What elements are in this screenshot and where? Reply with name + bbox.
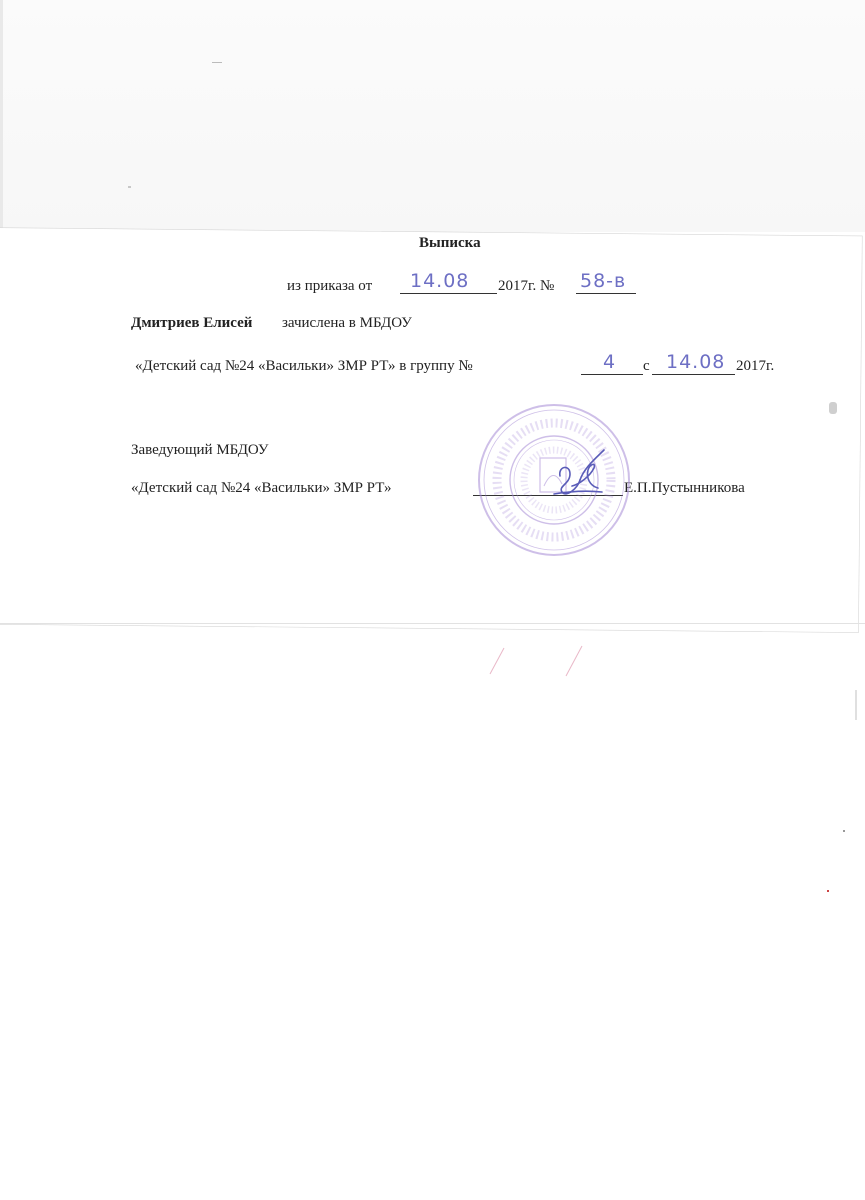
scan-speck bbox=[829, 402, 837, 414]
signature-mark bbox=[550, 446, 612, 502]
head-org: «Детский сад №24 «Васильки» ЗМР РТ» bbox=[131, 480, 392, 496]
student-name: Дмитриев Елисей bbox=[131, 315, 253, 331]
group-number-underline bbox=[581, 374, 643, 375]
group-number-handwritten: 4 bbox=[603, 351, 617, 373]
sheet-edge bbox=[0, 623, 865, 624]
order-date-underline bbox=[400, 293, 497, 294]
scan-speck bbox=[855, 690, 857, 720]
since-year: 2017г. bbox=[736, 358, 775, 374]
order-number-handwritten: 58-в bbox=[580, 270, 627, 292]
enrolled-text: зачислена в МБДОУ bbox=[282, 315, 412, 331]
paper-edge bbox=[0, 0, 3, 232]
scan-speck bbox=[827, 890, 829, 892]
back-sheet bbox=[0, 0, 865, 232]
order-year-label: 2017г. № bbox=[498, 278, 555, 294]
scan-speck bbox=[128, 186, 131, 188]
order-date-handwritten: 14.08 bbox=[410, 270, 470, 292]
pencil-marks bbox=[480, 640, 590, 700]
since-date-underline bbox=[652, 374, 735, 375]
since-date-handwritten: 14.08 bbox=[666, 351, 726, 373]
head-name: Е.П.Пустынникова bbox=[624, 480, 745, 496]
document-title: Выписка bbox=[419, 235, 481, 251]
order-number-underline bbox=[576, 293, 636, 294]
order-prefix: из приказа от bbox=[287, 278, 373, 294]
since-text: с bbox=[643, 358, 650, 374]
scan-speck bbox=[843, 830, 845, 832]
kindergarten-text: «Детский сад №24 «Васильки» ЗМР РТ» в группу № bbox=[135, 358, 473, 374]
scan-speck bbox=[212, 62, 222, 63]
head-title: Заведующий МБДОУ bbox=[131, 442, 269, 458]
